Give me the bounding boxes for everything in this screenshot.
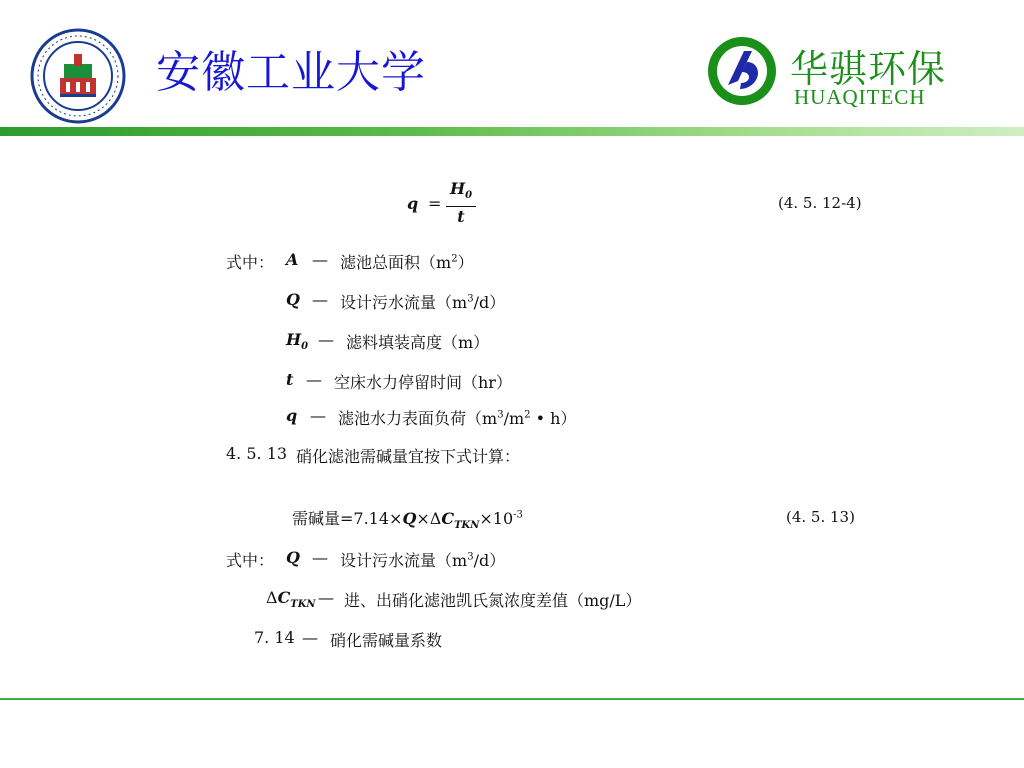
section-text: 硝化滤池需碱量宜按下式计算：	[296, 447, 521, 466]
formula2-expression: 需碱量$=7.14\times Q\times\Delta C_{TKN}\times 10^{-3}$	[292, 509, 523, 532]
company-name-cn: 华骐环保	[790, 47, 947, 91]
formula2-number: (4. 5. 13)	[786, 508, 855, 526]
where1-prefix: 式中：	[226, 253, 275, 272]
where2-item3-dash: —	[302, 628, 318, 647]
where2-item1-dash: —	[312, 548, 328, 567]
where1-item4-desc: 空床水力停留时间（hr）	[334, 373, 512, 392]
where1-item5-desc: 滤池水力表面负荷（$m^3/m^2$ • h）	[338, 409, 577, 428]
where2-item1-desc: 设计污水流量$(m^3/d)$	[340, 551, 506, 570]
where2-item2-desc: 进、出硝化滤池凯氏氮浓度差值（mg/L）	[344, 591, 642, 610]
where1-item1-desc: 滤池总面积$(m^2)$	[340, 253, 474, 272]
where2-item2-symbol: $\Delta C_{TKN}$	[266, 588, 316, 611]
company-name-en: HUAQITECH	[794, 85, 926, 109]
where1-item1-dash: —	[312, 250, 328, 269]
university-title: 安徽工业大学	[156, 47, 426, 98]
where2-prefix: 式中：	[226, 551, 275, 570]
section-number: 4. 5. 13	[226, 444, 288, 463]
where2-item1-symbol: Q	[286, 548, 300, 567]
formula1-number: (4. 5. 12-4)	[778, 194, 862, 212]
where1-item3-dash: —	[318, 330, 334, 349]
university-seal-logo	[30, 28, 126, 124]
where1-item4-dash: —	[306, 370, 322, 389]
where1-item2-dash: —	[312, 290, 328, 309]
formula1-numerator: $H_0$	[449, 179, 473, 202]
where1-item5-dash: —	[310, 406, 326, 425]
formula1-denominator: t	[457, 207, 465, 227]
where1-item2-desc: 设计污水流量$(m^3/d)$	[340, 293, 506, 312]
slide-header	[0, 0, 1024, 130]
where1-item3-symbol: $H_0$	[286, 330, 309, 353]
where2-item2-dash: —	[318, 588, 334, 607]
where1-item5-symbol: q	[286, 406, 298, 425]
where1-item1-symbol: A	[286, 250, 299, 269]
formula1-lhs: q	[407, 194, 419, 213]
where2-item3-desc: 硝化需碱量系数	[330, 631, 443, 650]
where1-item3-desc: 滤料填装高度（m）	[346, 333, 490, 352]
where1-item2-symbol: Q	[286, 290, 300, 309]
where1-item4-symbol: t	[286, 370, 294, 389]
where2-item3-symbol: 7. 14	[254, 628, 295, 647]
formula1-equals: =	[428, 194, 442, 213]
footer-divider	[0, 698, 1024, 700]
header-divider	[0, 127, 1024, 136]
formula1-fraction	[446, 180, 476, 226]
huaqi-logo-icon	[706, 35, 778, 107]
